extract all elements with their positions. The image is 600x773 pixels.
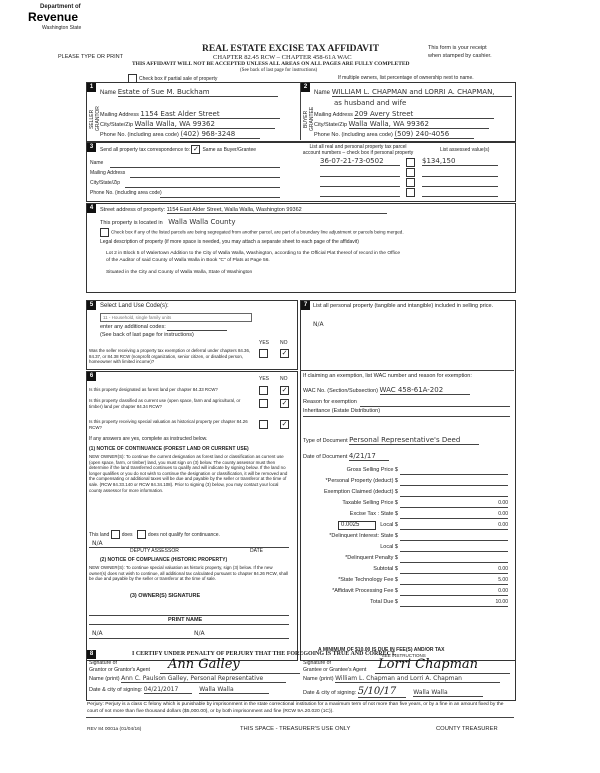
this-land-label: This land	[89, 531, 110, 538]
print-name-na2: N/A	[194, 630, 205, 637]
form-warning: THIS AFFIDAVIT WILL NOT BE ACCEPTED UNLESS ALL AREAS ON ALL PAGES ARE FULLY COMPLETED	[132, 61, 410, 67]
assessed-value-field[interactable]: $134,150	[422, 157, 498, 166]
deputy-na: N/A	[92, 540, 103, 547]
buyer-mailing-field[interactable]: 209 Avery Street	[354, 110, 494, 119]
send-correspondence-label: Send all property tax correspondence to:	[100, 146, 191, 153]
street-row	[100, 207, 387, 214]
section5-yes: YES	[259, 340, 270, 346]
county-field[interactable]: Walla Walla County	[168, 218, 236, 226]
rev-code: REV 84 0001a (01/04/16)	[87, 727, 142, 732]
tax-row-label: *Delinquent Penalty $	[345, 555, 398, 561]
seller-phone-label: Phone No. (including area code)	[100, 132, 179, 138]
land-use-select[interactable]: 11 - Household, single family units	[100, 313, 252, 322]
notice1-body: NEW OWNER(S): To continue the current designation as forest land or classification as current use (open space, farm, or timber) land, you must sign on (3) below. The county assessor must then determine if the land transferred continues to qualify and will indicate by signing below. If the land no longer qualifies or you do not wish to continue the designation or classification, it will be removed and the compensating or additional taxes will be due and payable by the seller or transferor at the time of sale. (RCW 84.33.140 or RCW 84.34.108). Prior to signing (3) below, you may contact your local county assessor for more information.	[89, 454, 288, 493]
receipt-note: This form is your receipt when stamped by cashier.	[428, 45, 492, 59]
section-8-badge: 8	[87, 650, 96, 659]
see-back: (See back of last page for instructions)	[240, 68, 318, 73]
exemption-question: Was the seller receiving a property tax exemption or deferral under chapters 84.36, 84.37, or 84.38 RCW (nonprofit organization, senior citizen, or disabled person, homeowner with limited income)?	[89, 348, 251, 365]
seller-phone-row	[100, 130, 260, 139]
treasurer-space-label: THIS SPACE - TREASURER'S USE ONLY	[240, 726, 351, 732]
street-label: Street address of property:	[100, 207, 166, 213]
legal-line-2: of the Auditor of said County of Walla Walla in Book "C" of Plats at Page 56.	[106, 258, 270, 263]
seller-mailing-row	[100, 110, 280, 119]
seller-city-label: City/State/Zip	[100, 122, 134, 128]
forest-no-checkbox[interactable]: ✓	[281, 387, 288, 394]
forest-yes-checkbox[interactable]	[259, 386, 270, 395]
grantor-date-label: Date & city of signing:	[89, 687, 143, 693]
county-treasurer-label: COUNTY TREASURER	[436, 726, 498, 732]
boundary-label: Check box if any of the listed parcels are being segregated from another parcel, are part of a boundary line adjustment or parcels being merged.	[111, 229, 404, 235]
historic-yes-checkbox[interactable]	[259, 420, 270, 429]
tax-row-value[interactable]: 0.00	[400, 500, 508, 508]
section-4-badge: 4	[87, 204, 96, 213]
exemption-no-checkbox[interactable]: ✓	[281, 350, 288, 357]
form-subtitle: CHAPTER 82.45 RCW – CHAPTER 458-61A WAC	[213, 54, 352, 61]
section-6-badge: 6	[87, 372, 96, 381]
buyer-phone-label: Phone No. (including area code)	[314, 132, 393, 138]
grantee-name-field[interactable]: William L. Chapman and Lorri A. Chapman	[335, 675, 500, 683]
local-rate-box[interactable]: 0.0025	[338, 521, 376, 530]
multiple-owners-note: If multiple owners, list percentage of ownership next to name.	[338, 75, 474, 81]
tax-row-value[interactable]	[400, 478, 508, 486]
dept-line3: Washington State	[42, 25, 82, 31]
located-label: This property is located in	[100, 220, 163, 226]
boundary-row	[100, 228, 404, 237]
tax-row-value[interactable]: 0.00	[400, 511, 508, 519]
seller-city-field[interactable]: Walla Walla, WA 99362	[135, 120, 275, 129]
grantee-date-label: Date & city of signing:	[303, 690, 357, 696]
reason-label: Reason for exemption	[303, 399, 357, 405]
boundary-checkbox[interactable]	[100, 228, 109, 237]
deputy-date-label: DATE	[250, 548, 263, 554]
buyer-name-field[interactable]: WILLIAM L. CHAPMAN and LORRI A. CHAPMAN,	[332, 88, 512, 97]
grantee-name-label: Name (print)	[303, 676, 334, 682]
personal-property-label: List all personal property (tangible and intangible) included in selling price.	[313, 303, 494, 309]
seller-mailing-field[interactable]: 1154 East Alder Street	[140, 110, 280, 119]
buyer-mailing-row	[314, 110, 494, 119]
forest-question: Is this property designated as forest land per chapter 84.33 RCW?	[89, 387, 218, 392]
tax-row-value[interactable]: 0.00	[400, 566, 508, 574]
grantee-date-row	[303, 686, 483, 698]
print-name-label: PRINT NAME	[168, 617, 203, 623]
parcel-header: List all real and personal property tax parcel account numbers – check box if personal property	[302, 144, 414, 156]
tax-row-value[interactable]	[400, 555, 508, 563]
additional-codes-label: enter any additional codes:	[100, 324, 166, 330]
send-correspondence-row	[100, 145, 256, 154]
section-3-badge: 3	[87, 143, 96, 152]
current-use-question: Is this property classified as current use (open space, farm and agricultural, or timber) land per chapter 84.34 RCW?	[89, 398, 241, 409]
additional-codes-row	[100, 324, 227, 331]
grantee-city-field[interactable]: Walla Walla	[413, 689, 483, 697]
dept-line1: Department of	[40, 4, 81, 10]
legal-line-3: Situated in the City and County of Walla Walla, State of Washington	[106, 270, 253, 275]
parcel-checkbox-1[interactable]	[406, 158, 417, 167]
does-label: does	[121, 531, 133, 538]
legal-line-1: Lot 2 in Block 5 of Walertown Addition to the City of Walla Walla, Washington, according to the Official Plat thereof of record in the Office	[106, 251, 401, 256]
notice2-title: (2) NOTICE OF COMPLIANCE (HISTORIC PROPERTY)	[100, 557, 228, 563]
parcel-checkbox-4[interactable]	[406, 188, 417, 197]
buyer-name-line2[interactable]: as husband and wife	[334, 99, 407, 107]
seller-name-field[interactable]: Estate of Sue M. Buckham	[118, 88, 278, 97]
owner-signature-label: (3) OWNER(S) SIGNATURE	[130, 593, 201, 599]
buyer-mailing-label: Mailing Address	[314, 112, 353, 118]
personal-property-value[interactable]: N/A	[313, 321, 324, 328]
doc-type-label: Type of Document	[303, 438, 348, 444]
seller-mailing-label: Mailing Address	[100, 112, 139, 118]
partial-sale-label: Check box if partial sale of property	[139, 75, 218, 82]
parcel-checkbox-3[interactable]	[406, 178, 417, 187]
parcel-checkbox-2[interactable]	[406, 168, 417, 177]
corr-mailing-label: Mailing Address	[90, 170, 126, 176]
perjury-notice: Perjury: Perjury is a class C felony which is punishable by imprisonment in the state correctional institution for a maximum term of not more than five years, or by a fine in an amount fixed by the court of not more than five thousand dollars ($5,000.00), or by both imprisonment and fine (RCW 9A.20.020 (1C)).	[87, 702, 504, 714]
exemption-claim-label: If claiming an exemption, list WAC number and reason for exemption:	[303, 373, 472, 379]
certify-text: I CERTIFY UNDER PENALTY OF PERJURY THAT THE FOREGOING IS TRUE AND CORRECT.	[132, 651, 397, 657]
same-as-buyer-checkbox[interactable]: ✓	[193, 146, 199, 153]
tax-row-value[interactable]: 10.00	[400, 599, 508, 607]
does-not-checkbox[interactable]	[137, 530, 146, 539]
corr-city-label: City/State/Zip	[90, 180, 121, 186]
grantee-sig-label: Signature of Grantee or Grantee's Agent	[303, 660, 367, 673]
buyer-label: BUYER GRANTEE	[303, 106, 315, 132]
land-use-label: Select Land Use Code(s):	[100, 303, 169, 309]
tax-row-label: Exemption Claimed (deduct) $	[324, 489, 398, 495]
print-name-na1: N/A	[92, 630, 103, 637]
wac-label: WAC No. (Section/Subsection)	[303, 388, 378, 394]
grantor-date-row	[89, 686, 269, 694]
tax-row-value[interactable]	[400, 489, 508, 497]
buyer-phone-field[interactable]: (509) 240-4056	[394, 130, 474, 139]
corr-name-label: Name	[90, 160, 104, 166]
tax-row-label: Total Due $	[370, 599, 398, 605]
doc-type-field[interactable]: Personal Representative's Deed	[349, 436, 479, 445]
buyer-city-label: City/State/Zip	[314, 122, 348, 128]
seller-phone-field[interactable]: (402) 968-3248	[180, 130, 260, 139]
tax-row-label: *State Technology Fee $	[338, 577, 398, 583]
deputy-label: DEPUTY ASSESSOR	[130, 548, 179, 554]
tax-row-value[interactable]	[400, 467, 508, 475]
land-use-row	[100, 303, 169, 309]
section-5-badge: 5	[87, 301, 96, 310]
tax-row-label: Gross Selling Price $	[346, 467, 398, 473]
grantor-name-row	[89, 675, 286, 683]
tax-row-label: Local $	[380, 544, 398, 550]
form-title: REAL ESTATE EXCISE TAX AFFIDAVIT	[202, 44, 380, 54]
grantor-signature[interactable]: Ann Galley	[168, 657, 240, 672]
same-as-buyer-label: Same as Buyer/Grantee	[202, 146, 257, 153]
dept-logo-text: Revenue	[28, 10, 79, 24]
grantee-signature[interactable]: Lorri Chapman	[378, 657, 479, 672]
grantor-city-field[interactable]: Walla Walla	[199, 686, 269, 694]
continuance-row	[89, 530, 220, 539]
section-7-badge: 7	[301, 301, 310, 310]
current-use-no-checkbox[interactable]: ✓	[281, 400, 288, 407]
tax-row-value[interactable]: 0.00	[400, 588, 508, 596]
tax-row-value[interactable]	[400, 533, 508, 541]
doc-date-field[interactable]: 4/21/17	[349, 452, 389, 461]
tax-row-label: Subtotal $	[373, 566, 398, 572]
grantor-name-label: Name (print)	[89, 676, 120, 682]
additional-codes-field[interactable]	[167, 324, 227, 331]
section6-yes: YES	[259, 376, 270, 382]
grantor-sig-label: Signature of Grantor or Grantor's Agent	[89, 660, 150, 673]
grantor-date-field[interactable]: 04/21/2017	[144, 686, 192, 694]
street-field[interactable]: 1154 East Alder Street, Walla Walla, Washington 99362	[167, 207, 387, 214]
section5-see-back: (See back of last page for instructions)	[100, 332, 194, 338]
buyer-phone-row	[314, 130, 474, 139]
historic-question: Is this property receiving special valuation as historical property per chapter 84.26 RCW?	[89, 419, 248, 430]
tax-row-label: *Affidavit Processing Fee $	[332, 588, 398, 594]
qualify-label: qualify for continuance.	[168, 531, 220, 538]
historic-no-checkbox[interactable]: ✓	[281, 421, 288, 428]
minimum-due: A MINIMUM OF $10.00 IS DUE IN FEE(S) AND/OR TAX	[318, 647, 445, 653]
tax-row-label: *Personal Property (deduct) $	[325, 478, 398, 484]
tax-row-value[interactable]	[400, 544, 508, 552]
grantee-date-field[interactable]: 5/10/17	[358, 686, 406, 698]
notice2-body: NEW OWNER(S): To continue special valuation as historic property, sign (3) below. If the new owner(s) does not wish to continue, all additional tax calculated pursuant to chapter 84.26 RCW, shall be due and payable by the seller or transferor at the time of sale.	[89, 565, 289, 582]
see-instructions: *SEE INSTRUCTIONS	[380, 653, 426, 658]
reason-field[interactable]: Inheritance (Estate Distribution)	[303, 408, 381, 414]
buyer-name-label: Name	[314, 90, 331, 96]
assessed-header: List assessed value(s)	[440, 147, 490, 153]
buyer-city-row	[314, 120, 489, 129]
exemption-yes-checkbox[interactable]	[259, 349, 270, 358]
doc-date-label: Date of Document	[303, 454, 348, 460]
grantee-name-row	[303, 675, 500, 683]
please-type: PLEASE TYPE OR PRINT	[58, 54, 124, 60]
buyer-name-row	[314, 88, 512, 97]
legal-label: Legal description of property (if more space is needed, you may attach a separate sheet to each page of the affidavit)	[100, 239, 359, 245]
tax-row-label: Local $	[380, 522, 398, 528]
wac-row	[303, 386, 470, 395]
seller-label: SELLER GRANTOR	[89, 106, 101, 132]
buyer-city-field[interactable]: Walla Walla, WA 99362	[349, 120, 489, 129]
section-4	[86, 203, 516, 293]
located-row	[100, 218, 235, 226]
seller-city-row	[100, 120, 275, 129]
tax-row-label: *Delinquent Interest: State $	[329, 533, 398, 539]
wac-field[interactable]: WAC 458-61A-202	[380, 386, 470, 395]
tax-row-value[interactable]: 5.00	[400, 577, 508, 585]
section5-no: NO	[280, 340, 288, 346]
section-1-badge: 1	[87, 83, 96, 92]
parcel-number-field[interactable]: 36-07-21-73-0502	[320, 157, 400, 166]
tax-row-label: Excise Tax : State $	[349, 511, 398, 517]
grantor-name-field[interactable]: Ann C. Paulson Galley, Personal Representative	[121, 675, 286, 683]
section6-no: NO	[280, 376, 288, 382]
seller-name-row	[100, 88, 278, 97]
corr-phone-label: Phone No. (including area code)	[90, 190, 162, 196]
current-use-yes-checkbox[interactable]	[259, 399, 270, 408]
tax-row-label: Taxable Selling Price $	[342, 500, 398, 506]
if-yes-note: If any answers are yes, complete as instructed below.	[89, 436, 208, 442]
notice1-title: (1) NOTICE OF CONTINUANCE (FOREST LAND OR CURRENT USE)	[89, 446, 249, 452]
section-2-badge: 2	[301, 83, 310, 92]
tax-row-value[interactable]: 0.00	[400, 522, 508, 530]
doc-type-row	[303, 436, 479, 445]
does-not-label: does not	[147, 531, 168, 538]
does-checkbox[interactable]	[111, 530, 120, 539]
seller-name-label: Name	[100, 90, 117, 96]
doc-date-row	[303, 452, 389, 461]
